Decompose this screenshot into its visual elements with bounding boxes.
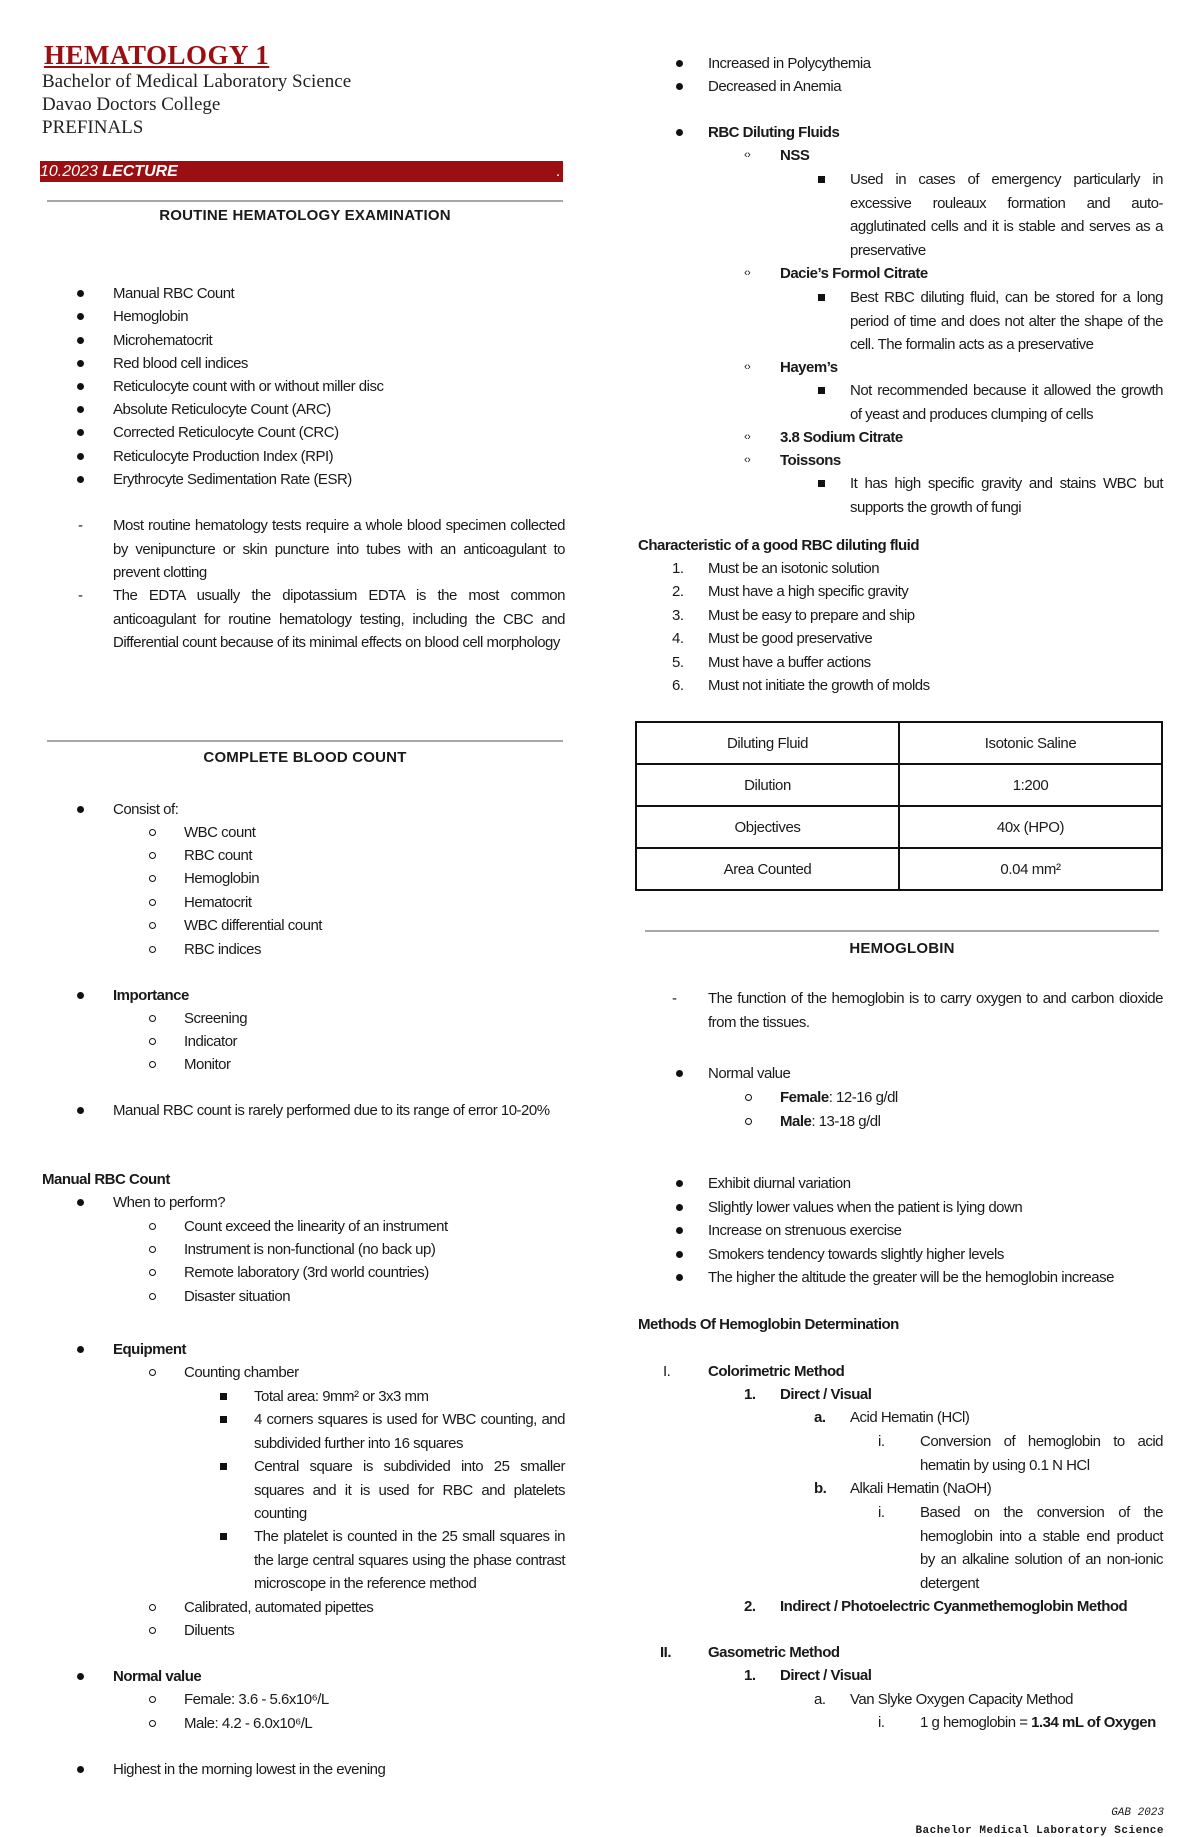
bullet-square-icon [220, 1416, 227, 1423]
list-number: 4. [672, 630, 684, 647]
paragraph: Best RBC diluting fluid, can be stored for a long period of time and does not alter the shape of the cell. The formalin acts as a preservative [850, 289, 1163, 353]
list-number: 6. [672, 677, 684, 694]
text-line: Exhibit diurnal variation [708, 1175, 851, 1192]
text-line: Reticulocyte count with or without miller disc [113, 378, 384, 395]
text-line: Consist of: [113, 801, 179, 818]
text-line: Colorimetric Method [708, 1363, 845, 1380]
bullet-circle-icon [149, 1269, 156, 1276]
text-line: Must be good preservative [708, 630, 873, 647]
bullet-dot-icon [77, 1199, 84, 1206]
bullet-dot-icon [77, 1766, 84, 1773]
footer-program: Bachelor Medical Laboratory Science [915, 1825, 1164, 1837]
text-line: Highest in the morning lowest in the evening [113, 1761, 386, 1778]
dash-marker: - [672, 990, 677, 1007]
table-cell: 40x (HPO) [899, 806, 1162, 848]
list-number: I. [663, 1363, 671, 1380]
text-line: Toissons [780, 452, 841, 469]
text-line: Methods Of Hemoglobin Determination [638, 1316, 899, 1333]
paragraph: Used in cases of emergency particularly in excessive rouleaux formation and auto-agglutinated cells and it is stable and serves as a preservative [850, 171, 1163, 259]
text-line: Female: 3.6 - 5.6x10⁶/L [184, 1691, 329, 1708]
list-number: 2. [672, 583, 684, 600]
bullet-dot-icon [77, 453, 84, 460]
text-line: Indicator [184, 1033, 238, 1050]
text-line: Alkali Hematin (NaOH) [850, 1480, 992, 1497]
table-row [636, 848, 1162, 890]
text-line: Hematocrit [184, 894, 252, 911]
banner-date: 10.2023 [40, 163, 98, 180]
paragraph: Conversion of hemoglobin to acid hematin by using 0.1 N HCl [920, 1433, 1163, 1474]
bullet-square-icon [818, 480, 825, 487]
text-line: Normal value [113, 1668, 202, 1685]
bullet-dot-icon [77, 429, 84, 436]
text-line: Remote laboratory (3rd world countries) [184, 1264, 429, 1281]
text-line: Manual RBC Count [113, 285, 235, 302]
paragraph: It has high specific gravity and stains WBC but supports the growth of fungi [850, 475, 1163, 516]
bullet-circle-icon [149, 922, 156, 929]
angle-glyph-icon: ‹› [744, 267, 751, 279]
bullet-circle-icon [149, 1223, 156, 1230]
bullet-dot-icon [77, 992, 84, 999]
bullet-square-icon [818, 294, 825, 301]
text-line: Monitor [184, 1056, 231, 1073]
list-number: 3. [672, 607, 684, 624]
list-number: a. [814, 1691, 826, 1708]
text-line: Instrument is non-functional (no back up) [184, 1241, 436, 1258]
bullet-dot-icon [77, 476, 84, 483]
bullet-dot-icon [676, 83, 683, 90]
text-line: Hemoglobin [113, 308, 189, 325]
bullet-dot-icon [676, 1274, 683, 1281]
bullet-circle-icon [745, 1094, 752, 1101]
text-line: WBC count [184, 824, 256, 841]
bullet-dot-icon [77, 337, 84, 344]
bullet-dot-icon [676, 129, 683, 136]
paragraph [920, 1711, 1163, 1735]
text-line: Diluents [184, 1622, 235, 1639]
text-line: Male: 4.2 - 6.0x10⁶/L [184, 1715, 313, 1732]
list-number: i. [878, 1714, 885, 1731]
text-line: Must have a buffer actions [708, 654, 871, 671]
section-divider [47, 200, 563, 202]
text-line: Erythrocyte Sedimentation Rate (ESR) [113, 471, 352, 488]
paragraph: Manual RBC count is rarely performed due to its range of error 10-20% [113, 1102, 550, 1119]
text-line: Hemoglobin [184, 870, 260, 887]
text-line: Absolute Reticulocyte Count (ARC) [113, 401, 331, 418]
section-divider [47, 740, 563, 742]
bullet-circle-icon [149, 1015, 156, 1022]
term-label: PREFINALS [42, 117, 144, 138]
hemoglobin-heading: HEMOGLOBIN [849, 940, 955, 957]
bullet-circle-icon [149, 1293, 156, 1300]
text-line: Normal value [708, 1065, 791, 1082]
bullet-dot-icon [77, 360, 84, 367]
text-line: RBC count [184, 847, 253, 864]
routine-heading: ROUTINE HEMATOLOGY EXAMINATION [159, 207, 451, 224]
text-line: Must have a high specific gravity [708, 583, 909, 600]
text-line: Disaster situation [184, 1288, 291, 1305]
paragraph: The platelet is counted in the 25 small squares in the large central squares using the phase contrast microscope in the reference method [254, 1528, 565, 1592]
text-line: RBC indices [184, 941, 262, 958]
table-cell: Dilution [636, 764, 899, 806]
bullet-dot-icon [77, 383, 84, 390]
table-cell: Diluting Fluid [636, 722, 899, 764]
table-row [636, 764, 1162, 806]
bullet-dot-icon [676, 1251, 683, 1258]
bullet-dot-icon [676, 1180, 683, 1187]
program-name: Bachelor of Medical Laboratory Science [42, 71, 352, 92]
bullet-dot-icon [676, 1204, 683, 1211]
paragraph: Total area: 9mm² or 3x3 mm [254, 1388, 429, 1405]
list-number: 1. [744, 1386, 756, 1403]
text-line: Increased in Polycythemia [708, 55, 871, 72]
text-line: When to perform? [113, 1194, 226, 1211]
paragraph: Central square is subdivided into 25 smaller squares and it is used for RBC and platelets counting [254, 1458, 565, 1522]
document-title: HEMATOLOGY 1 [44, 40, 270, 70]
text-line: Manual RBC Count [42, 1171, 170, 1188]
table-cell: 0.04 mm² [899, 848, 1162, 890]
text-line: Corrected Reticulocyte Count (CRC) [113, 424, 339, 441]
table-cell: Area Counted [636, 848, 899, 890]
male-value [780, 1110, 880, 1133]
bullet-circle-icon [149, 1369, 156, 1376]
paragraph: Based on the conversion of the hemoglobin into a stable end product by an alkaline solution of an non-ionic detergent [920, 1504, 1163, 1592]
bullet-circle-icon [149, 1061, 156, 1068]
text-line: Count exceed the linearity of an instrument [184, 1218, 448, 1235]
bullet-circle-icon [149, 1038, 156, 1045]
text-line: Van Slyke Oxygen Capacity Method [850, 1691, 1074, 1708]
text-line: Smokers tendency towards slightly higher levels [708, 1246, 1004, 1263]
bullet-dot-icon [77, 1107, 84, 1114]
bullet-square-icon [220, 1463, 227, 1470]
text-line: Red blood cell indices [113, 355, 248, 372]
list-number: a. [814, 1409, 826, 1426]
oxygen-ratio-value: 1.34 mL of Oxygen [1031, 1714, 1156, 1731]
text-line: NSS [780, 147, 810, 164]
angle-glyph-icon: ‹› [744, 431, 751, 443]
bullet-circle-icon [149, 852, 156, 859]
angle-glyph-icon: ‹› [744, 149, 751, 161]
text-line: Must be an isotonic solution [708, 560, 880, 577]
angle-glyph-icon: ‹› [744, 454, 751, 466]
list-number: 1. [744, 1667, 756, 1684]
bullet-dot-icon [676, 1227, 683, 1234]
paragraph: 4 corners squares is used for WBC counting, and subdivided further into 16 squares [254, 1411, 565, 1452]
paragraph: Not recommended because it allowed the growth of yeast and produces clumping of cells [850, 382, 1163, 423]
bullet-circle-icon [149, 829, 156, 836]
oxygen-ratio-text: 1 g hemoglobin = [920, 1714, 1032, 1731]
text-line: Screening [184, 1010, 248, 1027]
male-label: Male [780, 1113, 812, 1130]
female-value [780, 1086, 898, 1109]
banner-dot: . [556, 163, 561, 180]
text-line: Reticulocyte Production Index (RPI) [113, 448, 334, 465]
text-line: RBC Diluting Fluids [708, 124, 840, 141]
section-divider [645, 930, 1159, 932]
diluting-fluid-table [635, 721, 1163, 891]
bullet-dot-icon [77, 1346, 84, 1353]
bullet-square-icon [220, 1533, 227, 1540]
bullet-circle-icon [149, 875, 156, 882]
bullet-dot-icon [77, 290, 84, 297]
text-line: Acid Hematin (HCl) [850, 1409, 970, 1426]
paragraph: The EDTA usually the dipotassium EDTA is the most common anticoagulant for routine hematology testing, including the CBC and Differential count because of its minimal effects on blood cell morphology [113, 587, 565, 651]
text-line: Indirect / Photoelectric Cyanmethemoglobin Method [780, 1598, 1128, 1615]
text-line: Microhematocrit [113, 332, 213, 349]
male-range: : 13-18 g/dl [811, 1113, 881, 1130]
bullet-circle-icon [149, 1627, 156, 1634]
list-number: 1. [672, 560, 684, 577]
text-line: Must not initiate the growth of molds [708, 677, 930, 694]
paragraph: The function of the hemoglobin is to carry oxygen to and carbon dioxide from the tissues. [708, 990, 1163, 1031]
table-row [636, 722, 1162, 764]
bullet-dot-icon [77, 1673, 84, 1680]
text-line: Increase on strenuous exercise [708, 1222, 902, 1239]
list-number: i. [878, 1504, 885, 1521]
cbc-heading: COMPLETE BLOOD COUNT [203, 749, 407, 766]
footer-initials: GAB 2023 [1111, 1807, 1164, 1819]
bullet-dot-icon [676, 60, 683, 67]
text-line: Direct / Visual [780, 1386, 872, 1403]
bullet-circle-icon [149, 1696, 156, 1703]
angle-glyph-icon: ‹› [744, 361, 751, 373]
text-line: Importance [113, 987, 189, 1004]
text-line: Hayem’s [780, 359, 838, 376]
female-range: : 12-16 g/dl [828, 1089, 898, 1106]
text-line: Gasometric Method [708, 1644, 840, 1661]
table-cell: Isotonic Saline [899, 722, 1162, 764]
bullet-square-icon [818, 176, 825, 183]
text-line: Calibrated, automated pipettes [184, 1599, 374, 1616]
table-cell: 1:200 [899, 764, 1162, 806]
text-line: 3.8 Sodium Citrate [780, 429, 903, 446]
bullet-dot-icon [77, 313, 84, 320]
banner-label: LECTURE [102, 163, 178, 180]
paragraph: Most routine hematology tests require a whole blood specimen collected by venipuncture or skin puncture into tubes with an anticoagulant to prevent clotting [113, 517, 565, 581]
list-number: II. [660, 1644, 672, 1661]
bullet-dot-icon [77, 806, 84, 813]
table-row [636, 806, 1162, 848]
text-line: The higher the altitude the greater will be the hemoglobin increase [708, 1269, 1114, 1286]
school-name: Davao Doctors College [42, 94, 221, 115]
text-line: Direct / Visual [780, 1667, 872, 1684]
bullet-circle-icon [149, 899, 156, 906]
list-number: 5. [672, 654, 684, 671]
bullet-circle-icon [745, 1118, 752, 1125]
text-line: Equipment [113, 1341, 186, 1358]
text-line: Counting chamber [184, 1364, 299, 1381]
female-label: Female [780, 1089, 829, 1106]
table-cell: Objectives [636, 806, 899, 848]
bullet-circle-icon [149, 1604, 156, 1611]
bullet-square-icon [818, 387, 825, 394]
dash-marker: - [78, 587, 83, 604]
bullet-circle-icon [149, 946, 156, 953]
text-line: WBC differential count [184, 917, 322, 934]
dash-marker: - [78, 517, 83, 534]
bullet-square-icon [220, 1393, 227, 1400]
bullet-dot-icon [676, 1070, 683, 1077]
text-line: Slightly lower values when the patient is lying down [708, 1199, 1023, 1216]
list-number: 2. [744, 1598, 756, 1615]
text-line: Dacie’s Formol Citrate [780, 265, 928, 282]
text-line: Must be easy to prepare and ship [708, 607, 915, 624]
list-number: i. [878, 1433, 885, 1450]
text-line: Characteristic of a good RBC diluting fluid [638, 537, 920, 554]
text-line: Decreased in Anemia [708, 78, 842, 95]
bullet-dot-icon [77, 406, 84, 413]
list-number: b. [814, 1480, 827, 1497]
lecture-banner [40, 161, 563, 182]
bullet-circle-icon [149, 1720, 156, 1727]
bullet-circle-icon [149, 1246, 156, 1253]
